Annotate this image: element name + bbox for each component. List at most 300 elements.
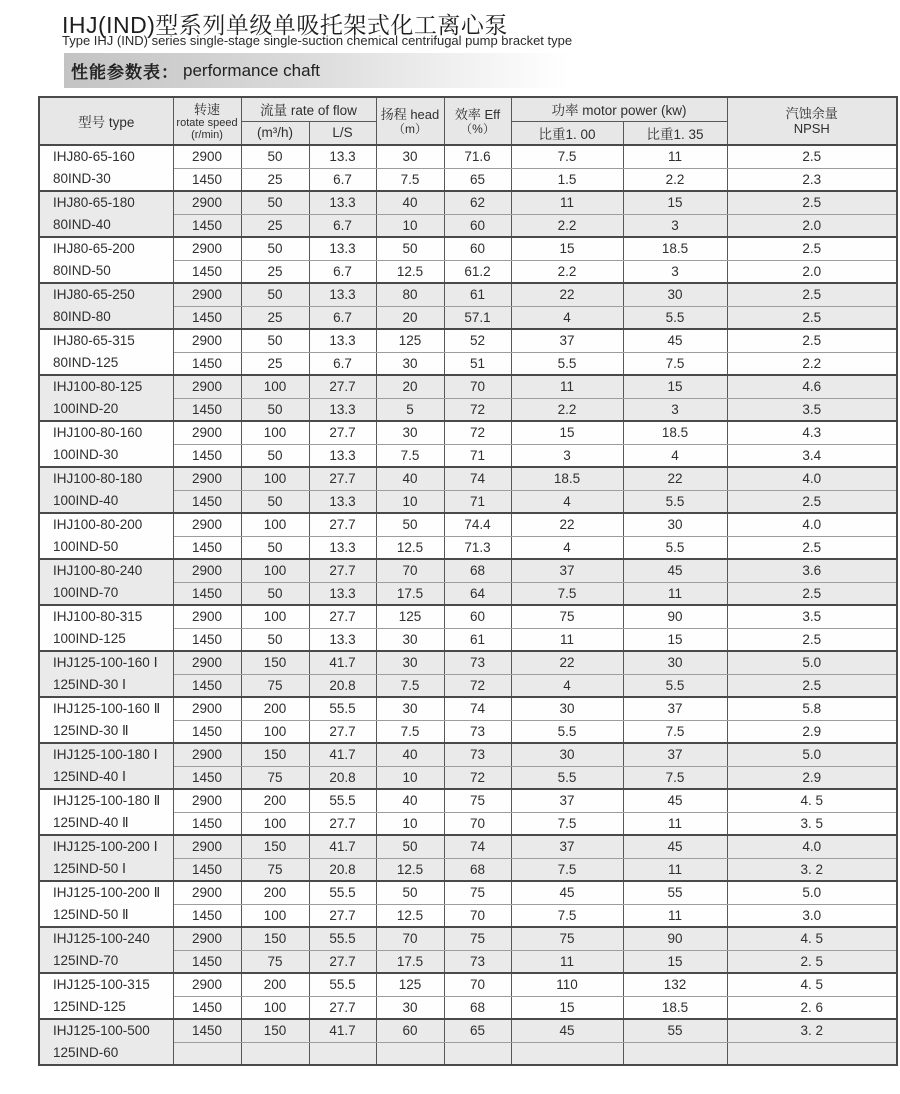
pump-model-line: 125IND-30 Ⅱ — [53, 723, 129, 738]
cell-head: 12.5 — [376, 858, 444, 881]
pump-model-line: 100IND-40 — [53, 493, 119, 508]
cell-eff: 65 — [444, 1019, 511, 1042]
cell-speed: 1450 — [173, 306, 241, 329]
cell-flow-m3h — [241, 1042, 309, 1065]
pump-model-line: 125IND-40 Ⅱ — [53, 815, 129, 830]
cell-npsh: 2.5 — [727, 145, 897, 168]
cell-flow-ls: 27.7 — [309, 996, 376, 1019]
cell-flow-ls: 13.3 — [309, 237, 376, 260]
pump-group — [39, 835, 897, 881]
pump-model-line: IHJ100-80-180 — [53, 471, 143, 486]
cell-head: 30 — [376, 697, 444, 720]
cell-power-sg135: 55 — [623, 1019, 727, 1042]
cell-power-sg100: 11 — [511, 191, 623, 214]
header-flow-ls: L/S — [309, 121, 376, 145]
cell-npsh: 3.5 — [727, 605, 897, 628]
cell-npsh: 3. 2 — [727, 1019, 897, 1042]
pump-model-line: IHJ80-65-315 — [53, 333, 135, 348]
header-head — [376, 97, 444, 145]
cell-power-sg135: 22 — [623, 467, 727, 490]
header-rotate-speed-cn: 转速 — [193, 101, 220, 117]
cell-power-sg135: 3 — [623, 214, 727, 237]
cell-flow-m3h: 75 — [241, 858, 309, 881]
cell-flow-ls: 27.7 — [309, 720, 376, 743]
cell-flow-ls: 41.7 — [309, 835, 376, 858]
cell-flow-m3h: 200 — [241, 881, 309, 904]
pump-group — [39, 329, 897, 375]
cell-speed: 1450 — [173, 582, 241, 605]
cell-eff: 65 — [444, 168, 511, 191]
cell-head: 7.5 — [376, 720, 444, 743]
cell-head: 125 — [376, 605, 444, 628]
cell-power-sg100: 7.5 — [511, 145, 623, 168]
cell-pump-model — [39, 835, 173, 881]
cell-eff: 72 — [444, 674, 511, 697]
header-npsh-en: NPSH — [793, 121, 830, 136]
cell-pump-model — [39, 513, 173, 559]
pump-model-line: IHJ125-100-240 — [53, 931, 150, 946]
cell-npsh: 4.0 — [727, 467, 897, 490]
cell-eff: 68 — [444, 559, 511, 582]
cell-power-sg135: 45 — [623, 559, 727, 582]
cell-flow-m3h: 200 — [241, 973, 309, 996]
cell-speed: 2900 — [173, 605, 241, 628]
cell-flow-m3h: 100 — [241, 720, 309, 743]
cell-flow-m3h: 50 — [241, 582, 309, 605]
cell-eff: 68 — [444, 858, 511, 881]
cell-npsh: 4.0 — [727, 835, 897, 858]
cell-speed: 1450 — [173, 950, 241, 973]
cell-flow-m3h: 100 — [241, 513, 309, 536]
cell-flow-m3h: 200 — [241, 789, 309, 812]
header-efficiency-label: 效率 Eff — [454, 106, 501, 122]
cell-npsh: 5.0 — [727, 651, 897, 674]
cell-head: 20 — [376, 375, 444, 398]
header-npsh — [727, 97, 897, 145]
cell-flow-ls: 13.3 — [309, 145, 376, 168]
cell-flow-m3h: 150 — [241, 1019, 309, 1042]
cell-flow-ls: 13.3 — [309, 536, 376, 559]
cell-eff: 74 — [444, 467, 511, 490]
cell-speed: 2900 — [173, 881, 241, 904]
cell-eff: 73 — [444, 720, 511, 743]
pump-model-line: 125IND-50 Ⅱ — [53, 907, 129, 922]
cell-pump-model — [39, 927, 173, 973]
cell-eff — [444, 1042, 511, 1065]
cell-head: 50 — [376, 835, 444, 858]
cell-flow-ls: 20.8 — [309, 858, 376, 881]
table-row — [39, 513, 897, 536]
cell-head: 125 — [376, 329, 444, 352]
cell-flow-ls: 27.7 — [309, 950, 376, 973]
cell-speed: 1450 — [173, 904, 241, 927]
pump-group — [39, 973, 897, 1019]
cell-flow-ls: 55.5 — [309, 927, 376, 950]
cell-head: 30 — [376, 651, 444, 674]
pump-model-line: 100IND-30 — [53, 447, 119, 462]
cell-npsh: 5.0 — [727, 881, 897, 904]
cell-power-sg135: 15 — [623, 628, 727, 651]
cell-flow-m3h: 50 — [241, 191, 309, 214]
cell-head — [376, 1042, 444, 1065]
cell-power-sg100: 18.5 — [511, 467, 623, 490]
cell-flow-m3h: 50 — [241, 628, 309, 651]
cell-eff: 72 — [444, 766, 511, 789]
cell-power-sg135: 3 — [623, 260, 727, 283]
cell-flow-m3h: 100 — [241, 375, 309, 398]
cell-power-sg135: 90 — [623, 605, 727, 628]
cell-flow-ls: 27.7 — [309, 559, 376, 582]
table-row — [39, 559, 897, 582]
pump-model-line: 100IND-50 — [53, 539, 119, 554]
cell-flow-m3h: 200 — [241, 697, 309, 720]
cell-eff: 70 — [444, 375, 511, 398]
pump-group — [39, 789, 897, 835]
header-efficiency — [444, 97, 511, 145]
cell-power-sg100: 11 — [511, 375, 623, 398]
cell-npsh: 2. 6 — [727, 996, 897, 1019]
cell-speed: 1450 — [173, 352, 241, 375]
cell-power-sg135: 4 — [623, 444, 727, 467]
pump-model-line: IHJ125-100-200 Ⅱ — [53, 885, 161, 900]
cell-power-sg100: 37 — [511, 789, 623, 812]
header-power-sg100: 比重1. 00 — [511, 121, 623, 145]
table-row — [39, 283, 897, 306]
cell-speed: 1450 — [173, 628, 241, 651]
cell-head: 5 — [376, 398, 444, 421]
cell-flow-m3h: 100 — [241, 421, 309, 444]
cell-head: 10 — [376, 812, 444, 835]
pump-model-line: 100IND-70 — [53, 585, 119, 600]
cell-eff: 74.4 — [444, 513, 511, 536]
cell-flow-ls: 13.3 — [309, 582, 376, 605]
cell-power-sg135: 15 — [623, 950, 727, 973]
cell-eff: 73 — [444, 651, 511, 674]
cell-speed: 2900 — [173, 329, 241, 352]
pump-model-line: IHJ100-80-240 — [53, 563, 143, 578]
cell-power-sg100 — [511, 1042, 623, 1065]
cell-head: 50 — [376, 881, 444, 904]
cell-power-sg135: 5.5 — [623, 490, 727, 513]
pump-group — [39, 743, 897, 789]
cell-flow-ls: 55.5 — [309, 697, 376, 720]
cell-power-sg135: 11 — [623, 812, 727, 835]
cell-flow-m3h: 100 — [241, 605, 309, 628]
cell-speed: 2900 — [173, 697, 241, 720]
cell-npsh: 2.5 — [727, 306, 897, 329]
cell-eff: 71.3 — [444, 536, 511, 559]
cell-npsh: 5.8 — [727, 697, 897, 720]
cell-power-sg135: 18.5 — [623, 237, 727, 260]
cell-power-sg100: 110 — [511, 973, 623, 996]
cell-npsh: 2.5 — [727, 237, 897, 260]
cell-power-sg100: 4 — [511, 490, 623, 513]
cell-speed: 2900 — [173, 375, 241, 398]
cell-head: 7.5 — [376, 168, 444, 191]
cell-flow-m3h: 25 — [241, 260, 309, 283]
table-row — [39, 467, 897, 490]
cell-head: 30 — [376, 145, 444, 168]
cell-npsh: 4.0 — [727, 513, 897, 536]
cell-power-sg135: 30 — [623, 283, 727, 306]
cell-power-sg100: 7.5 — [511, 812, 623, 835]
cell-speed: 2900 — [173, 651, 241, 674]
cell-pump-model — [39, 789, 173, 835]
pump-group — [39, 605, 897, 651]
cell-power-sg100: 7.5 — [511, 858, 623, 881]
cell-power-sg100: 7.5 — [511, 904, 623, 927]
pump-group — [39, 927, 897, 973]
cell-npsh — [727, 1042, 897, 1065]
cell-power-sg135: 30 — [623, 513, 727, 536]
cell-speed: 2900 — [173, 973, 241, 996]
cell-power-sg100: 22 — [511, 513, 623, 536]
cell-flow-ls: 41.7 — [309, 651, 376, 674]
cell-pump-model — [39, 329, 173, 375]
cell-pump-model — [39, 559, 173, 605]
cell-power-sg100: 75 — [511, 605, 623, 628]
cell-flow-ls: 13.3 — [309, 628, 376, 651]
cell-eff: 64 — [444, 582, 511, 605]
header-rotate-speed — [173, 97, 241, 145]
cell-flow-ls: 41.7 — [309, 1019, 376, 1042]
table-row — [39, 329, 897, 352]
cell-head: 7.5 — [376, 674, 444, 697]
header-type: 型号 type — [39, 97, 173, 145]
pump-model-line: 125IND-30 Ⅰ — [53, 677, 127, 692]
cell-flow-m3h: 50 — [241, 329, 309, 352]
cell-head: 50 — [376, 237, 444, 260]
pump-group — [39, 467, 897, 513]
cell-power-sg100: 3 — [511, 444, 623, 467]
cell-speed: 1450 — [173, 1019, 241, 1042]
cell-speed: 2900 — [173, 421, 241, 444]
table-row — [39, 927, 897, 950]
pump-group — [39, 881, 897, 927]
cell-npsh: 2.0 — [727, 214, 897, 237]
cell-speed: 1450 — [173, 536, 241, 559]
table-row — [39, 145, 897, 168]
cell-head: 17.5 — [376, 950, 444, 973]
cell-power-sg100: 7.5 — [511, 582, 623, 605]
pump-group — [39, 237, 897, 283]
cell-flow-ls: 13.3 — [309, 398, 376, 421]
cell-power-sg100: 45 — [511, 881, 623, 904]
cell-power-sg135: 18.5 — [623, 996, 727, 1019]
cell-npsh: 3.5 — [727, 398, 897, 421]
cell-head: 30 — [376, 996, 444, 1019]
cell-head: 12.5 — [376, 536, 444, 559]
table-row — [39, 789, 897, 812]
cell-head: 7.5 — [376, 444, 444, 467]
pump-model-line: 125IND-40 Ⅰ — [53, 769, 127, 784]
cell-flow-m3h: 50 — [241, 444, 309, 467]
pump-group — [39, 651, 897, 697]
cell-pump-model — [39, 1019, 173, 1065]
cell-pump-model — [39, 191, 173, 237]
table-row — [39, 881, 897, 904]
cell-power-sg100: 2.2 — [511, 398, 623, 421]
cell-pump-model — [39, 605, 173, 651]
pump-model-line: 125IND-60 — [53, 1045, 119, 1060]
cell-power-sg135: 55 — [623, 881, 727, 904]
cell-npsh: 2.9 — [727, 720, 897, 743]
cell-npsh: 2.5 — [727, 582, 897, 605]
cell-flow-ls: 20.8 — [309, 766, 376, 789]
cell-npsh: 3. 2 — [727, 858, 897, 881]
cell-pump-model — [39, 421, 173, 467]
cell-power-sg135: 18.5 — [623, 421, 727, 444]
cell-power-sg135: 30 — [623, 651, 727, 674]
cell-power-sg100: 37 — [511, 835, 623, 858]
performance-table — [38, 96, 898, 1066]
pump-model-line: IHJ125-100-500 — [53, 1023, 150, 1038]
cell-power-sg135: 5.5 — [623, 306, 727, 329]
cell-speed: 2900 — [173, 789, 241, 812]
cell-eff: 71 — [444, 490, 511, 513]
pump-model-line: 80IND-50 — [53, 263, 111, 278]
cell-pump-model — [39, 697, 173, 743]
pump-model-line: 125IND-125 — [53, 999, 126, 1014]
cell-power-sg135: 90 — [623, 927, 727, 950]
cell-head: 10 — [376, 490, 444, 513]
pump-model-line: 100IND-20 — [53, 401, 119, 416]
table-row — [39, 835, 897, 858]
cell-pump-model — [39, 375, 173, 421]
cell-power-sg135: 11 — [623, 582, 727, 605]
cell-flow-ls: 27.7 — [309, 467, 376, 490]
cell-flow-m3h: 100 — [241, 996, 309, 1019]
cell-power-sg100: 15 — [511, 237, 623, 260]
cell-flow-ls: 27.7 — [309, 421, 376, 444]
cell-speed: 1450 — [173, 490, 241, 513]
table-row — [39, 421, 897, 444]
header-head-unit: （m） — [393, 121, 427, 136]
cell-pump-model — [39, 973, 173, 1019]
cell-flow-m3h: 50 — [241, 398, 309, 421]
cell-npsh: 4. 5 — [727, 789, 897, 812]
cell-pump-model — [39, 881, 173, 927]
pump-model-line: IHJ100-80-125 — [53, 379, 143, 394]
cell-head: 17.5 — [376, 582, 444, 605]
table-row — [39, 237, 897, 260]
cell-speed: 1450 — [173, 398, 241, 421]
cell-npsh: 3.6 — [727, 559, 897, 582]
cell-power-sg100: 4 — [511, 674, 623, 697]
cell-head: 30 — [376, 628, 444, 651]
cell-npsh: 2.5 — [727, 628, 897, 651]
pump-group — [39, 283, 897, 329]
cell-pump-model — [39, 467, 173, 513]
cell-flow-ls — [309, 1042, 376, 1065]
cell-flow-m3h: 75 — [241, 766, 309, 789]
pump-model-line: IHJ80-65-200 — [53, 241, 135, 256]
section-title-cn: 性能参数表： — [71, 63, 179, 82]
cell-flow-ls: 55.5 — [309, 789, 376, 812]
page-subtitle: Type IHJ (IND) series single-stage single-suction chemical centrifugal pump bracket type — [62, 33, 573, 48]
cell-speed: 1450 — [173, 858, 241, 881]
cell-power-sg135: 5.5 — [623, 674, 727, 697]
header-power-sg135: 比重1. 35 — [623, 121, 727, 145]
cell-speed: 2900 — [173, 191, 241, 214]
cell-power-sg100: 45 — [511, 1019, 623, 1042]
cell-eff: 74 — [444, 697, 511, 720]
table-row — [39, 191, 897, 214]
cell-speed: 2900 — [173, 237, 241, 260]
cell-head: 20 — [376, 306, 444, 329]
cell-flow-m3h: 75 — [241, 950, 309, 973]
cell-power-sg135: 3 — [623, 398, 727, 421]
cell-flow-ls: 13.3 — [309, 490, 376, 513]
cell-eff: 72 — [444, 398, 511, 421]
cell-pump-model — [39, 651, 173, 697]
cell-power-sg100: 4 — [511, 536, 623, 559]
cell-flow-ls: 13.3 — [309, 283, 376, 306]
pump-model-line: IHJ125-100-160 Ⅰ — [53, 655, 158, 670]
cell-flow-ls: 6.7 — [309, 260, 376, 283]
cell-flow-m3h: 25 — [241, 306, 309, 329]
cell-power-sg100: 5.5 — [511, 352, 623, 375]
table-row — [39, 375, 897, 398]
cell-power-sg100: 15 — [511, 996, 623, 1019]
cell-power-sg135: 37 — [623, 743, 727, 766]
cell-eff: 75 — [444, 789, 511, 812]
header-rotate-speed-en: rotate speed — [176, 116, 238, 129]
pump-group — [39, 559, 897, 605]
cell-head: 50 — [376, 513, 444, 536]
cell-pump-model — [39, 743, 173, 789]
cell-npsh: 2.9 — [727, 766, 897, 789]
pump-model-line: 125IND-50 Ⅰ — [53, 861, 127, 876]
cell-npsh: 2.2 — [727, 352, 897, 375]
pump-model-line: IHJ100-80-160 — [53, 425, 143, 440]
cell-head: 70 — [376, 927, 444, 950]
cell-flow-m3h: 25 — [241, 168, 309, 191]
header-rate-of-flow: 流量 rate of flow — [241, 97, 376, 121]
cell-eff: 61.2 — [444, 260, 511, 283]
cell-speed: 1450 — [173, 996, 241, 1019]
cell-power-sg135: 45 — [623, 329, 727, 352]
cell-power-sg100: 2.2 — [511, 260, 623, 283]
cell-flow-m3h: 25 — [241, 214, 309, 237]
pump-model-line: IHJ80-65-180 — [53, 195, 135, 210]
cell-npsh: 2.0 — [727, 260, 897, 283]
cell-power-sg135: 15 — [623, 375, 727, 398]
cell-flow-ls: 41.7 — [309, 743, 376, 766]
cell-power-sg100: 11 — [511, 628, 623, 651]
cell-power-sg135: 37 — [623, 697, 727, 720]
cell-eff: 62 — [444, 191, 511, 214]
table-row — [39, 651, 897, 674]
cell-npsh: 2.5 — [727, 674, 897, 697]
cell-power-sg100: 30 — [511, 697, 623, 720]
cell-power-sg135: 11 — [623, 858, 727, 881]
cell-npsh: 2.5 — [727, 490, 897, 513]
cell-eff: 61 — [444, 628, 511, 651]
cell-flow-ls: 13.3 — [309, 191, 376, 214]
cell-npsh: 2.5 — [727, 329, 897, 352]
cell-head: 30 — [376, 421, 444, 444]
pump-model-line: 80IND-30 — [53, 171, 111, 186]
cell-eff: 57.1 — [444, 306, 511, 329]
cell-power-sg135: 11 — [623, 145, 727, 168]
cell-flow-ls: 13.3 — [309, 444, 376, 467]
cell-flow-m3h: 100 — [241, 467, 309, 490]
cell-eff: 71.6 — [444, 145, 511, 168]
cell-power-sg100: 2.2 — [511, 214, 623, 237]
pump-group — [39, 191, 897, 237]
cell-power-sg135: 45 — [623, 789, 727, 812]
